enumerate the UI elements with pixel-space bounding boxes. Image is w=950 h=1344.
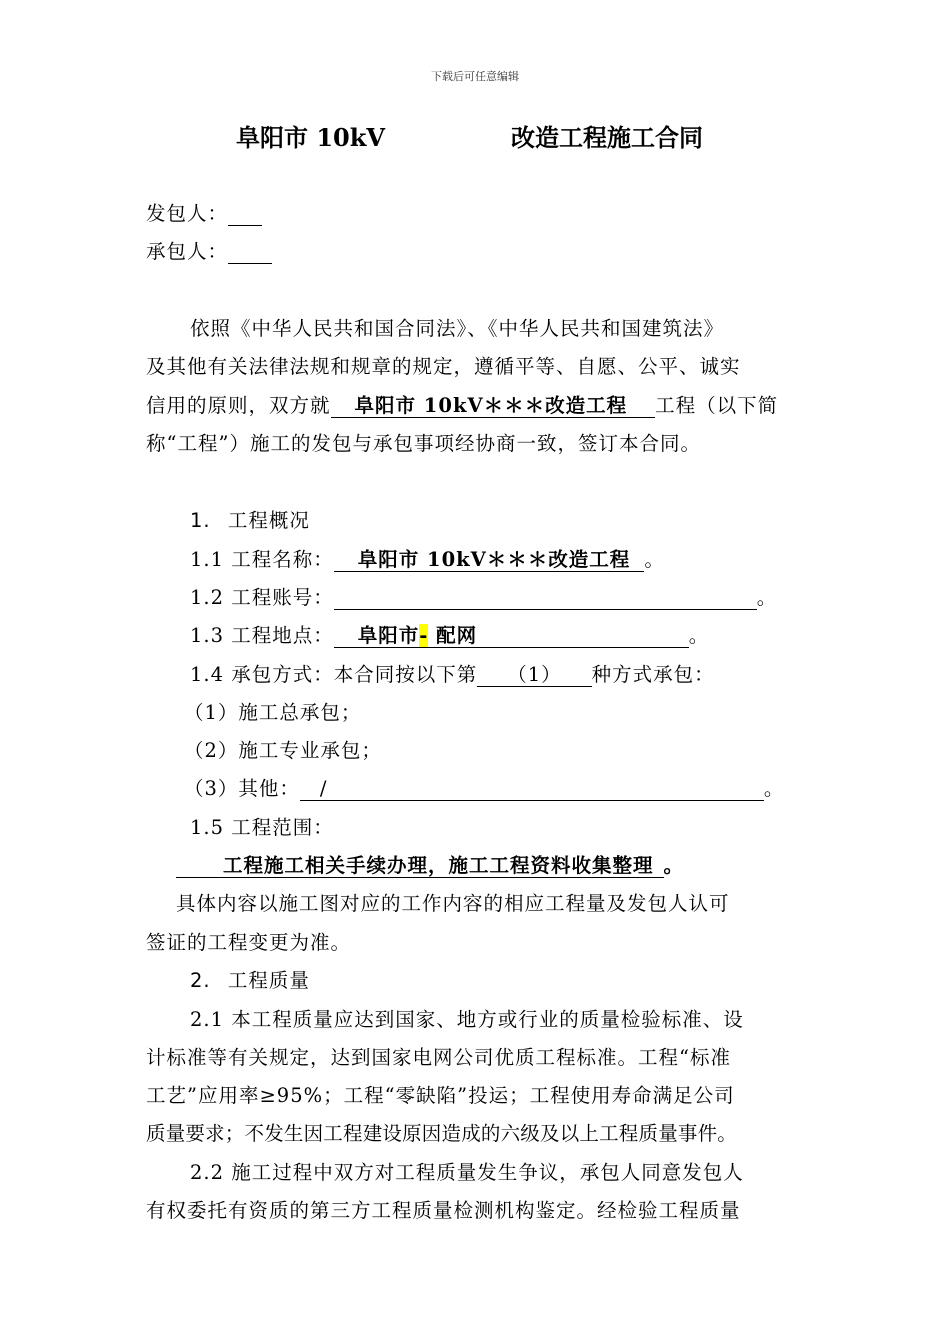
intro-line-4: 称“工程”）施工的发包与承包事项经协商一致，签订本合同。 [146, 432, 701, 455]
intro-line-2: 及其他有关法律法规和规章的规定，遵循平等、自愿、公平、诚实 [146, 355, 741, 378]
section-1-number: 1. [190, 509, 211, 532]
title-part-2: 改造工程施工合同 [511, 123, 703, 152]
mode-value: （1） [477, 664, 591, 687]
option-3 [184, 773, 784, 801]
location-label: 工程地点： [231, 624, 334, 647]
section-2-number: 2. [190, 969, 211, 992]
intro-l3-pre: 信用的原则，双方就 [146, 394, 331, 417]
item-1-2 [190, 582, 777, 610]
para-2-2-line-1: 2.2 施工过程中双方对工程质量发生争议，承包人同意发包人 [190, 1161, 744, 1184]
location-dash-highlight: - [419, 624, 429, 647]
period: 。 [644, 548, 665, 571]
scope-line-1: 具体内容以施工图对应的工作内容的相应工程量及发包人认可 [176, 892, 730, 915]
employer-blank [228, 203, 262, 226]
header-note: 下载后可任意编辑 [431, 70, 519, 83]
mode-label: 承包方式：本合同按以下第 [231, 663, 478, 686]
item-1-4 [190, 659, 715, 687]
para-2-1-line-2: 计标准等有关规定，达到国家电网公司优质工程标准。工程“标准 [146, 1046, 731, 1069]
section-1-title: 工程概况 [227, 509, 310, 532]
item-1-4-number: 1.4 [190, 663, 225, 686]
section-1-heading [190, 505, 310, 533]
item-1-2-number: 1.2 [190, 586, 225, 609]
section-2-heading [190, 965, 310, 993]
period: 。 [688, 624, 710, 647]
period: 。 [763, 777, 785, 800]
item-1-5-number: 1.5 [190, 816, 225, 839]
employer-line [146, 198, 262, 226]
item-1-3 [190, 620, 709, 648]
intro-line-3 [146, 390, 778, 418]
option-2: （2）施工专业承包； [184, 739, 382, 762]
para-2-1-line-3: 工艺”应用率≥95%；工程“零缺陷”投运；工程使用寿命满足公司 [146, 1084, 735, 1107]
option-3-value: / [300, 778, 764, 801]
contractor-label: 承包人： [146, 240, 229, 263]
option-1: （1）施工总承包； [184, 701, 362, 724]
option-3-label: （3）其他： [184, 777, 300, 800]
scope-label: 工程范围： [231, 816, 334, 839]
mode-post: 种方式承包： [591, 663, 715, 686]
item-1-3-number: 1.3 [190, 624, 225, 647]
item-1-1 [190, 544, 665, 572]
location-network: 配网 [428, 624, 478, 647]
project-name-label: 工程名称： [231, 548, 334, 571]
section-2-title: 工程质量 [227, 969, 310, 992]
employer-label: 发包人： [146, 202, 229, 225]
contract-title [0, 118, 950, 152]
scope-line-2: 签证的工程变更为准。 [146, 931, 352, 954]
contractor-blank [228, 241, 272, 264]
location-city: 阜阳市 [357, 624, 420, 647]
para-2-1-line-1: 2.1 本工程质量应达到国家、地方或行业的质量检验标准、设 [190, 1008, 744, 1031]
para-2-2-line-2: 有权委托有资质的第三方工程质量检测机构鉴定。经检验工程质量 [146, 1199, 741, 1222]
scope-value-line [176, 850, 684, 878]
location-value [334, 625, 689, 648]
intro-line-1: 依照《中华人民共和国合同法》、《中华人民共和国建筑法》 [190, 317, 725, 340]
item-1-1-number: 1.1 [190, 548, 225, 571]
intro-l3-post: 工程（以下简 [655, 394, 779, 417]
item-1-5 [190, 812, 334, 840]
scope-value: 工程施工相关手续办理，施工工程资料收集整理 [176, 855, 664, 878]
project-name-value: 阜阳市 10kV＊＊＊改造工程 [334, 549, 645, 572]
intro-project-name: 阜阳市 10kV＊＊＊改造工程 [331, 395, 656, 418]
period: 。 [756, 586, 778, 609]
title-part-1: 阜阳市 10kV [236, 123, 386, 152]
account-blank [334, 587, 757, 610]
period: 。 [663, 854, 685, 877]
contractor-line [146, 236, 272, 264]
account-label: 工程账号： [231, 586, 334, 609]
para-2-1-line-4: 质量要求；不发生因工程建设原因造成的六级及以上工程质量事件。 [146, 1122, 738, 1145]
